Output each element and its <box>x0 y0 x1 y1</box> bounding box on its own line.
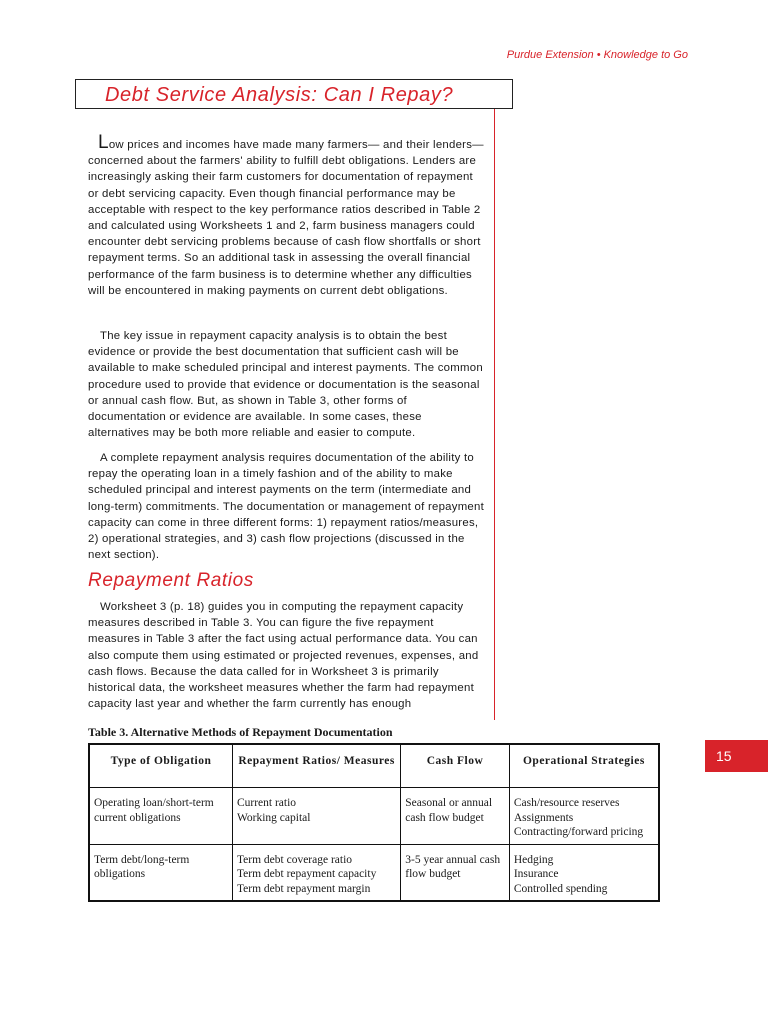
cell-line: Controlled spending <box>513 882 608 895</box>
table-header-row <box>89 744 659 788</box>
cell-line: Operating loan/short-term <box>94 797 214 809</box>
cell-line: Term debt repayment capacity <box>236 868 377 880</box>
cell-line: cash flow budget <box>405 811 484 824</box>
table-cell <box>401 788 510 845</box>
column-header: Operational Strategies <box>509 744 659 788</box>
table-caption: Table 3. Alternative Methods of Repayment Documentation <box>88 725 393 739</box>
page-number-tab <box>705 740 768 772</box>
table-cell <box>509 788 659 845</box>
paragraph-2-text: The key issue in repayment capacity analysis is to obtain the best evidence or provide the best documentation that sufficient cash will be available to make scheduled principal and interest payments. The common procedure used to provide that evidence or documentation is the seasonal or annual cash flow. But, as shown in Table 3, other forms of documentation or evidence are available. In some cases, these alternatives may be both more reliable and easier to compute. <box>88 330 483 440</box>
cell-line: Insurance <box>513 868 559 880</box>
drop-cap: L <box>98 132 109 153</box>
table-cell <box>509 844 659 901</box>
table-cell <box>89 844 232 901</box>
table-cell <box>89 788 232 845</box>
paragraph-2 <box>88 328 486 441</box>
article-title-box <box>75 79 513 109</box>
cell-line: Current ratio <box>236 797 297 809</box>
cell-line: Term debt/long-term <box>94 853 190 866</box>
cell-line: flow budget <box>405 868 461 880</box>
table-cell <box>401 844 510 901</box>
table-row <box>89 788 659 845</box>
cell-line: Term debt repayment margin <box>236 882 371 895</box>
cell-line: Term debt coverage ratio <box>236 853 353 866</box>
cell-line: Hedging <box>513 853 554 866</box>
paragraph-4 <box>88 599 486 712</box>
paragraph-1-text: ow prices and incomes have made many farmers— and their lenders— concerned about the farmers' ability to fulfill debt obligations. Lenders are increasingly asking their farm customers for documentation of repayment or debt servicing capacity. Even though financial performance may be acceptable with respect to the key performance ratios described in Table 2 and calculated using Worksheets 1 and 2, farm business managers could encounter debt servicing problems because of cash flow shortfalls or short repayment terms. So an additional task in assessing the overall financial performance of the farm business is to determine whether any difficulties will be encountered in making payments on current debt obligations. <box>88 139 484 297</box>
cell-line: current obligations <box>94 811 181 824</box>
cell-line: obligations <box>94 868 146 880</box>
column-divider <box>494 109 495 720</box>
paragraph-3 <box>88 450 486 563</box>
cell-line: Cash/resource reserves <box>513 797 620 809</box>
cell-line: 3-5 year annual cash <box>405 853 501 866</box>
column-header: Type of Obligation <box>89 744 232 788</box>
publication-tagline: Purdue Extension • Knowledge to Go <box>506 49 688 61</box>
column-header: Cash Flow <box>401 744 510 788</box>
cell-line: Assignments <box>513 811 574 824</box>
cell-line: Seasonal or annual <box>405 797 493 809</box>
paragraph-1 <box>88 132 486 299</box>
table-cell <box>232 788 400 845</box>
cell-line: Working capital <box>236 811 311 824</box>
paragraph-4-text: Worksheet 3 (p. 18) guides you in computing the repayment capacity measures described in Table 3. You can figure the five repayment measures in Table 3 after the fact using actual performance data. You can also compute them using estimated or projected revenues, expenses, and cash flows. Because the data called for in Worksheet 3 is primarily historical data, the worksheet measures whether the farm had repayment capacity last year and whether the farm currently has enough <box>88 601 479 711</box>
repayment-methods-table <box>88 743 660 902</box>
paragraph-3-text: A complete repayment analysis requires documentation of the ability to repay the operating loan in a timely fashion and of the ability to make scheduled principal and interest payments on the term (intermediate and long-term) commitments. The documentation or management of repayment capacity can come in three different forms: 1) repayment ratios/measures, 2) operational strategies, and 3) cash flow projections (discussed in the next section). <box>88 452 485 562</box>
table-cell <box>232 844 400 901</box>
article-title: Debt Service Analysis: Can I Repay? <box>105 84 454 106</box>
cell-line: Contracting/forward pricing <box>513 826 644 838</box>
page-number: 15 <box>716 748 732 764</box>
column-header: Repayment Ratios/ Measures <box>232 744 400 788</box>
section-heading: Repayment Ratios <box>88 570 254 591</box>
table-row <box>89 844 659 901</box>
